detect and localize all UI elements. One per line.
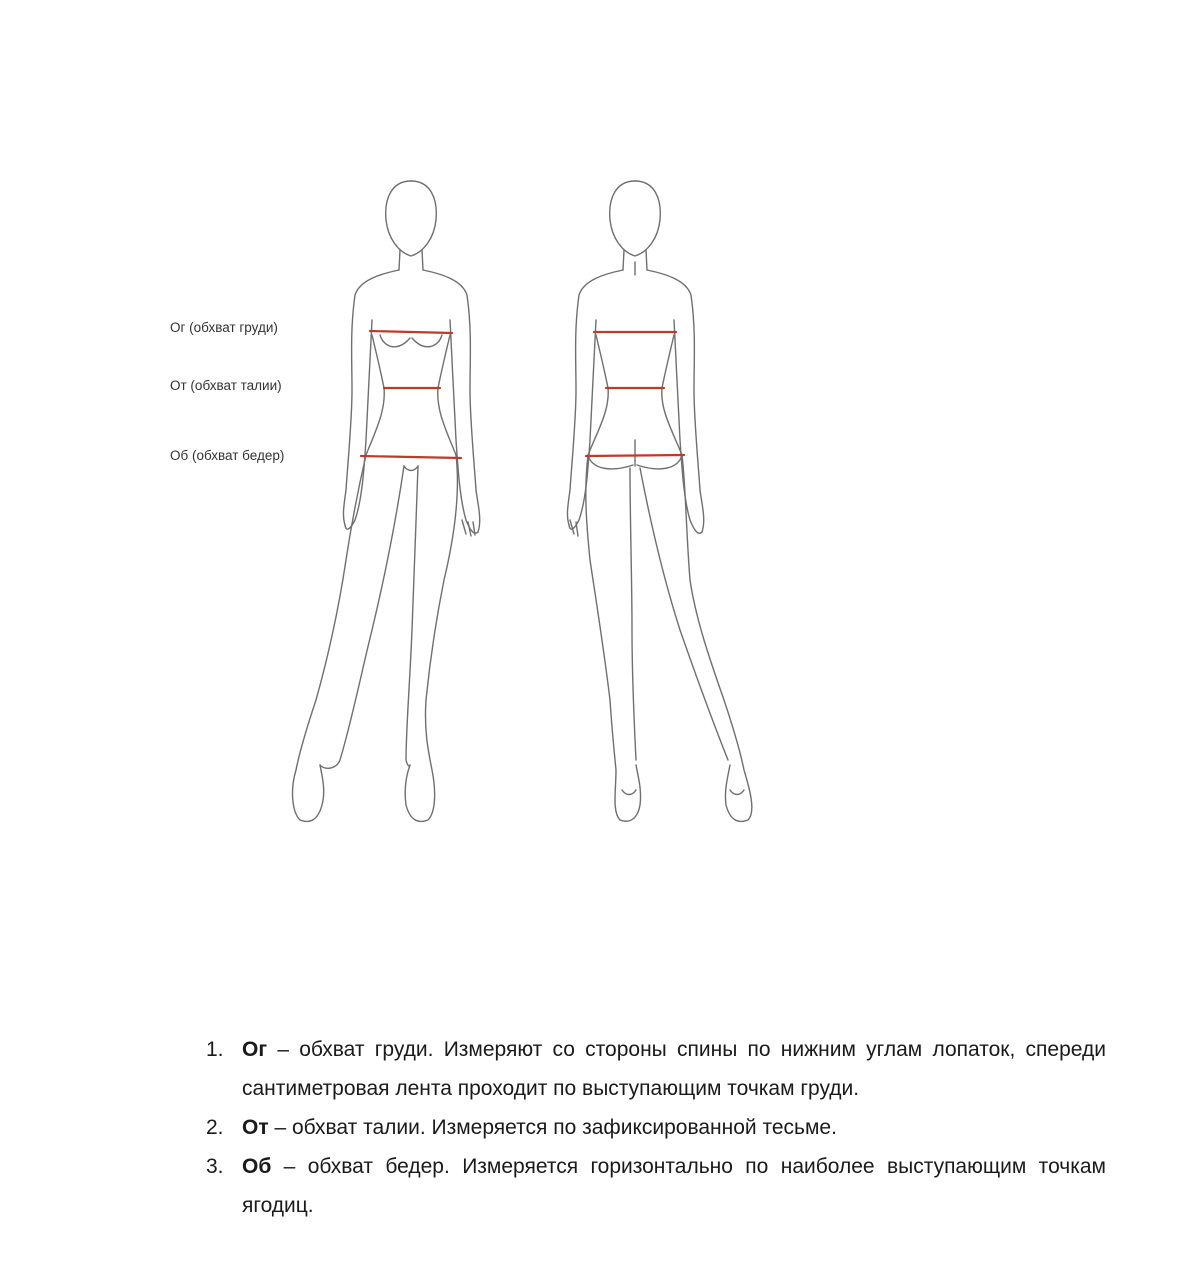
list-item-number: 3. bbox=[206, 1155, 224, 1178]
waist-girth-label: От (обхват талии) bbox=[170, 378, 282, 393]
back-hip-line bbox=[586, 455, 684, 456]
list-item-term: Об bbox=[242, 1155, 272, 1178]
measurement-definitions-list bbox=[200, 1030, 1106, 1225]
list-item-term: От bbox=[242, 1116, 269, 1139]
hip-girth-label: Об (обхват бедер) bbox=[170, 448, 285, 463]
chest-girth-label: Ог (обхват груди) bbox=[170, 320, 278, 335]
list-item-text: – обхват талии. Измеряется по зафиксированной тесьме. bbox=[268, 1116, 837, 1139]
list-item bbox=[200, 1108, 1106, 1147]
list-item-text: – обхват груди. Измеряют со стороны спины по нижним углам лопаток, спереди сантиметровая лента проходит по выступающим точкам груди. bbox=[242, 1038, 1106, 1100]
front-hip-line bbox=[361, 456, 461, 458]
list-item bbox=[200, 1147, 1106, 1225]
list-item-term: Ог bbox=[242, 1038, 268, 1061]
list-item-number: 2. bbox=[206, 1116, 224, 1139]
back-figure-outline bbox=[567, 181, 751, 821]
front-chest-line bbox=[370, 331, 452, 333]
list-item-number: 1. bbox=[206, 1038, 224, 1061]
front-figure-outline bbox=[293, 181, 480, 821]
list-item bbox=[200, 1030, 1106, 1108]
list-item-text: – обхват бедер. Измеряется горизонтально по наиболее выступающим точкам ягодиц. bbox=[242, 1155, 1106, 1217]
